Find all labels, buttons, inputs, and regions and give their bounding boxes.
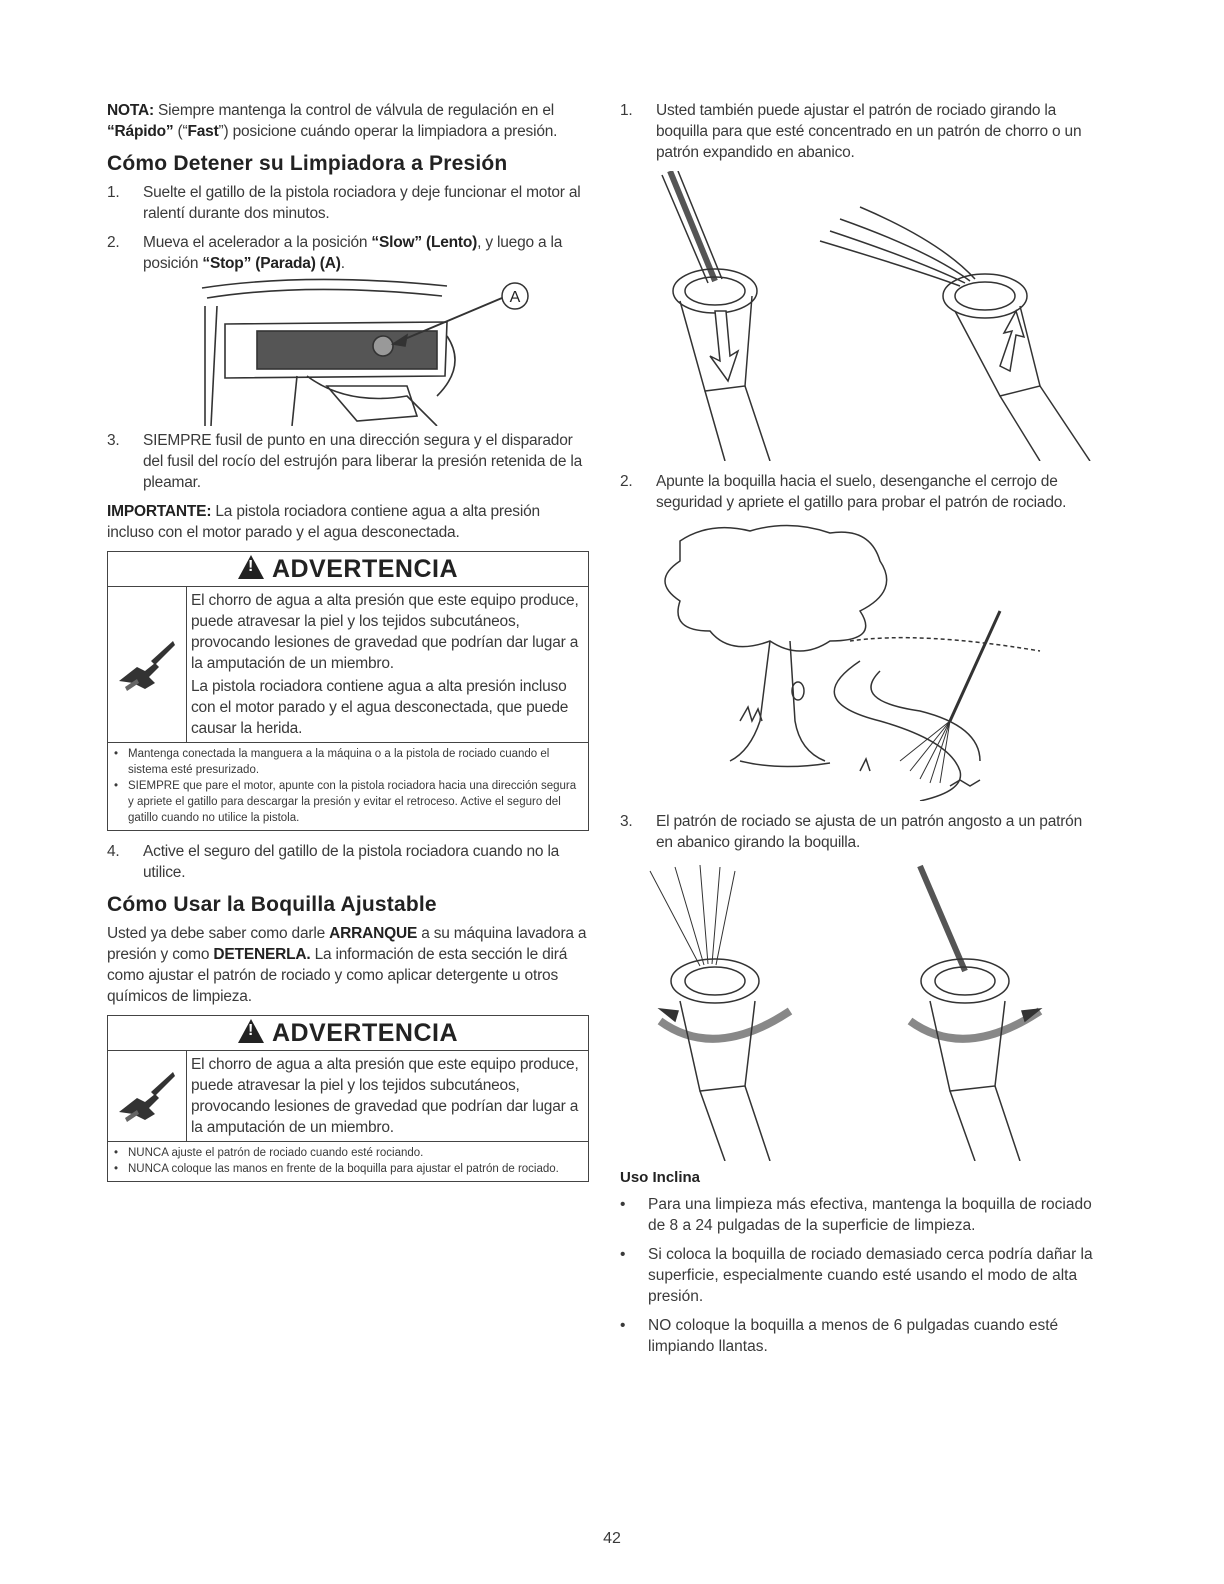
boquilla-intro: Usted ya debe saber como darle ARRANQUE a su máquina lavadora a presión y como DETENERLA. La información de esta sección le dirá como ajustar el patrón de rociado y como aplicar detergente u otros químicos de limpieza. [107, 925, 587, 1005]
section-title-boquilla: Cómo Usar la Boquilla Ajustable [107, 893, 437, 916]
spray-test-illustration [620, 521, 1100, 801]
throttle-illustration [107, 276, 589, 426]
nozzle-rotation-illustration [620, 861, 1100, 1161]
nozzle-pattern-illustration [620, 171, 1100, 461]
list-item: 3. SIEMPRE fusil de punto en una dirección segura y el disparador del fusil del rocío del estrujón para liberar la presión retenida de la pleamar. [107, 432, 583, 491]
right-column [620, 100, 1100, 1365]
list-item: • Si coloca la boquilla de rociado demasiado cerca podría dañar la superficie, especialmente cuando esté usando el modo de alta presión. [620, 1246, 1093, 1305]
list-item: • NUNCA ajuste el patrón de rociado cuando esté rociando. [114, 1147, 424, 1159]
list-item: 4. Active el seguro del gatillo de la pistola rociadora cuando no la utilice. [107, 843, 560, 881]
left-column [107, 100, 589, 1192]
warning-box: !ADVERTENCIA El chorro de agua a alta presión que este equipo produce, puede atravesar la piel y los tejidos subcutáneos, provocando lesiones de gravedad que podrían dar lugar a la amputación de un miembro. La pistola rociadora contiene agua a alta presión incluso con el motor parado y el agua desconectada, que puede causar la herida. • Mantenga conectada la manguera a la máquina o a la pistola de rociado cuando el sistema esté presurizado. • SIEMPRE que pare el motor, apunte con la pistola rociadora hacia una dirección segura y apriete el gatillo para descargar la presión y evitar el retroceso. Active el seguro del gatillo cuando no utilice la pistola. [107, 551, 589, 831]
importante-paragraph: IMPORTANTE: La pistola rociadora contiene agua a alta presión incluso con el motor parado y el agua desconectada. [107, 503, 540, 541]
list-item: 2. Mueva el acelerador a la posición “Slow” (Lento), y luego a la posición “Stop” (Parada) (A). [107, 234, 563, 272]
section-title-detener: Cómo Detener su Limpiadora a Presión [107, 152, 508, 175]
list-item: • SIEMPRE que pare el motor, apunte con la pistola rociadora hacia una dirección segura y apriete el gatillo para descargar la presión y evitar el retroceso. Active el seguro del gatillo cuando no utilice la pistola. [114, 780, 577, 824]
injection-hazard-icon [108, 1051, 187, 1141]
list-item: 3. El patrón de rociado se ajusta de un patrón angosto a un patrón en abanico girando la boquilla. [620, 813, 1083, 851]
warning-box: !ADVERTENCIA El chorro de agua a alta presión que este equipo produce, puede atravesar la piel y los tejidos subcutáneos, provocando lesiones de gravedad que podrían dar lugar a la amputación de un miembro. • NUNCA ajuste el patrón de rociado cuando esté rociando. • NUNCA coloque las manos en frente de la boquilla para ajustar el patrón de rociado. [107, 1015, 589, 1182]
nota-label: NOTA: [107, 102, 154, 119]
uso-inclina-title: Uso Inclina [620, 1169, 701, 1186]
list-item: • NO coloque la boquilla a menos de 6 pulgadas cuando esté limpiando llantas. [620, 1317, 1059, 1355]
list-item: • NUNCA coloque las manos en frente de la boquilla para ajustar el patrón de rociado. [114, 1163, 559, 1175]
list-item: 1. Suelte el gatillo de la pistola rociadora y deje funcionar el motor al ralentí durante dos minutos. [107, 184, 581, 222]
warning-title: !ADVERTENCIA [108, 552, 588, 587]
nota-paragraph: NOTA: Siempre mantenga la control de válvula de regulación en el “Rápido” (“Fast”) posicione cuándo operar la limpiadora a presión. [107, 102, 558, 140]
warning-title: !ADVERTENCIA [108, 1016, 588, 1051]
list-item: 1. Usted también puede ajustar el patrón de rociado girando la boquilla para que esté concentrado en un patrón de chorro o un patrón expandido en abanico. [620, 102, 1082, 161]
list-item: • Para una limpieza más efectiva, mantenga la boquilla de rociado de 8 a 24 pulgadas de la superficie de limpieza. [620, 1196, 1092, 1234]
page-number: 42 [603, 1530, 621, 1547]
list-item: 2. Apunte la boquilla hacia el suelo, desenganche el cerrojo de seguridad y apriete el gatillo para probar el patrón de rociado. [620, 473, 1067, 511]
callout-a-label: A [509, 289, 521, 306]
warning-triangle-icon [238, 555, 264, 579]
warning-triangle-icon [238, 1019, 264, 1043]
list-item: • Mantenga conectada la manguera a la máquina o a la pistola de rociado cuando el sistema esté presurizado. [114, 748, 550, 776]
injection-hazard-icon [108, 587, 187, 742]
